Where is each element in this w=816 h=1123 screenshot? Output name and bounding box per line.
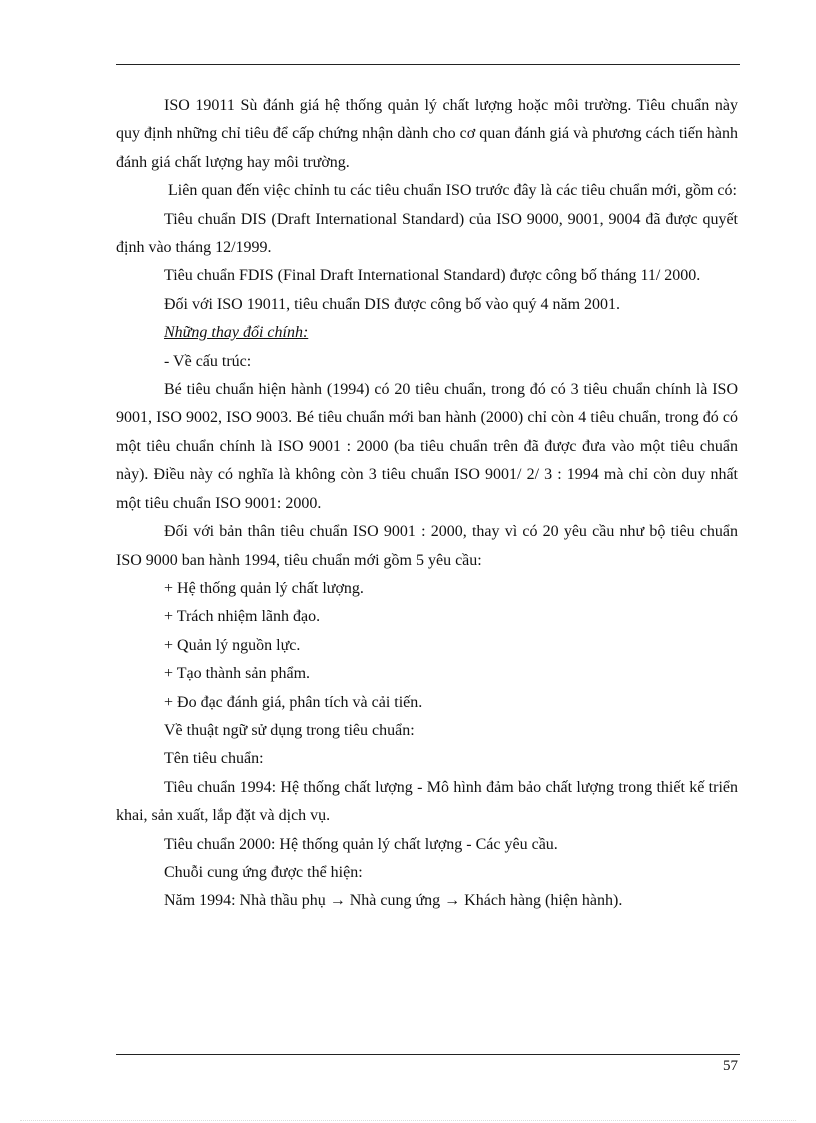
- paragraph-supply-chain: Chuỗi cung ứng được thể hiện:: [164, 863, 363, 881]
- paragraph-fdis: Tiêu chuẩn FDIS (Final Draft International Standard) được công bố tháng 11/ 2000.: [164, 267, 701, 285]
- subheading-structure: - Về cấu trúc:: [164, 352, 252, 370]
- paragraph-terminology: Về thuật ngữ sử dụng trong tiêu chuẩn:: [164, 721, 415, 739]
- paragraph-iso-19011: ISO 19011 Sù đánh giá hệ thống quản lý chất lượng hoặc môi trường. Tiêu chuẩn này quy định những chỉ tiêu để cấp chứng nhận dành cho cơ quan đánh giá và phương cách tiến hành đánh giá chất lượng hay môi trường.: [116, 97, 738, 171]
- section-heading-main-changes: [116, 319, 738, 347]
- list-item: + Quản lý nguồn lực.: [164, 636, 301, 654]
- paragraph-standard-2000: Tiêu chuẩn 2000: Hệ thống quản lý chất lượng - Các yêu cầu.: [164, 835, 558, 853]
- list-item: + Tạo thành sản phẩm.: [164, 665, 311, 683]
- paragraph-standard-1994: Tiêu chuẩn 1994: Hệ thống chất lượng - Mô hình đảm bảo chất lượng trong thiết kế triển khai, sản xuất, lắp đặt và dịch vụ.: [116, 778, 738, 825]
- footer-rule: [116, 1054, 740, 1055]
- page-number: 57: [723, 1058, 738, 1074]
- list-item: + Đo đạc đánh giá, phân tích và cải tiến.: [164, 693, 423, 711]
- header-rule: [116, 64, 740, 65]
- document-body: [116, 92, 738, 916]
- paragraph-year-1994-chain: Năm 1994: Nhà thầu phụ → Nhà cung ứng → Khách hàng (hiện hành).: [164, 892, 623, 910]
- page-edge-divider: [20, 1120, 796, 1121]
- paragraph-iso-19011-dis: Đối với ISO 19011, tiêu chuẩn DIS được công bố vào quý 4 năm 2001.: [164, 295, 621, 313]
- paragraph-revision-intro: Liên quan đến việc chỉnh tu các tiêu chuẩn ISO trước đây là các tiêu chuẩn mới, gồm có:: [168, 182, 737, 200]
- list-item: + Trách nhiệm lãnh đạo.: [164, 608, 321, 626]
- paragraph-dis: Tiêu chuẩn DIS (Draft International Standard) của ISO 9000, 9001, 9004 đã được quyết định vào tháng 12/1999.: [116, 210, 738, 257]
- list-item: + Hệ thống quản lý chất lượng.: [164, 579, 364, 597]
- paragraph-standard-name: Tên tiêu chuẩn:: [164, 750, 264, 768]
- paragraph-requirements: Đối với bản thân tiêu chuẩn ISO 9001 : 2000, thay vì có 20 yêu cầu như bộ tiêu chuẩn ISO 9000 ban hành 1994, tiêu chuẩn mới gồm 5 yêu cầu:: [116, 523, 738, 569]
- paragraph-structure: Bé tiêu chuẩn hiện hành (1994) có 20 tiêu chuẩn, trong đó có 3 tiêu chuẩn chính là ISO 9001, ISO 9002, ISO 9003. Bé tiêu chuẩn mới ban hành (2000) chỉ còn 4 tiêu chuẩn, trong đó có một tiêu chuẩn chính là ISO 9001 : 2000 (ba tiêu chuẩn trên đã được đưa vào một tiêu chuẩn này). Điều này có nghĩa là không còn 3 tiêu chuẩn ISO 9001/ 2/ 3 : 1994 mà chỉ còn duy nhất một tiêu chuẩn ISO 9001: 2000.: [116, 381, 738, 512]
- main-changes-label: Những thay đổi chính:: [164, 324, 309, 342]
